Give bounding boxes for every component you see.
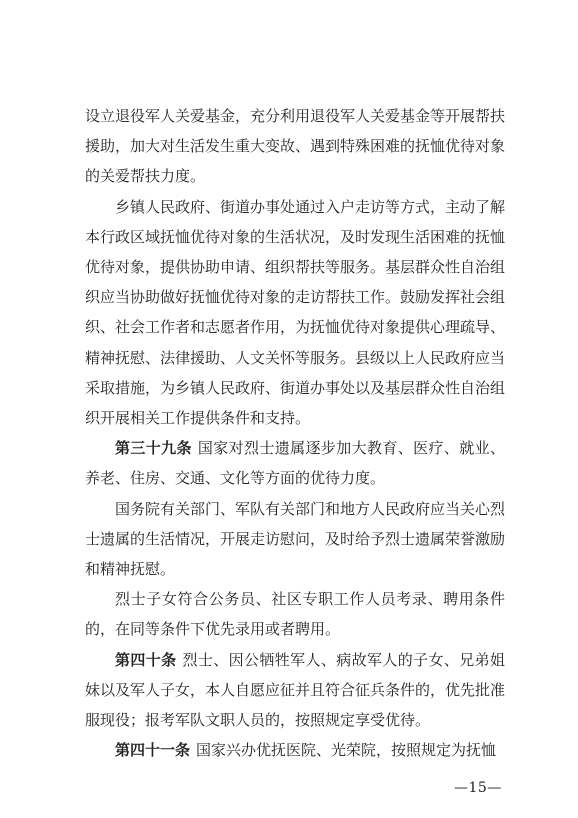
article-number: 第四十条 xyxy=(115,650,177,669)
paragraph-martyr-children-hiring xyxy=(85,584,505,644)
article-39 xyxy=(85,433,505,493)
paragraph-text: 设立退役军人关爱基金，充分利用退役军人关爱基金等开展帮扶援助，加大对生活发生重大变故、遇到特殊困难的抚恤优待对象的关爱帮扶力度。 xyxy=(85,107,506,186)
paragraph-text: 烈士、因公牺牲军人、病故军人的子女、兄弟姐妹以及军人子女，本人自愿应征并且符合征兵条件的，优先批准服现役；报考军队文职人员的，按照规定享受优待。 xyxy=(85,650,506,730)
paragraph-text: 烈士子女符合公务员、社区专职工作人员考录、聘用条件的，在同等条件下优先录用或者聘用。 xyxy=(85,590,505,639)
paragraph-text: 国家兴办优抚医院、光荣院，按照规定为抚恤 xyxy=(196,741,497,760)
paragraph-text: 乡镇人民政府、街道办事处通过入户走访等方式，主动了解本行政区域抚恤优待对象的生活状况，及时发现生活困难的抚恤优待对象，提供协助申请、组织帮扶等服务。基层群众性自治组织应当协助做好抚恤优待对象的走访帮扶工作。鼓励发挥社会组织、社会工作者和志愿者作用，为抚恤优待对象提供心理疏导、精神抚慰、法律援助、人文关怀等服务。县级以上人民政府应当采取措施，为乡镇人民政府、街道办事处以及基层群众性自治组织开展相关工作提供条件和支持。 xyxy=(85,197,506,428)
article-41 xyxy=(85,735,505,765)
paragraph-township-visits xyxy=(85,192,505,434)
paragraph-martyr-family-care xyxy=(85,494,505,585)
paragraph-text: 国家对烈士遗属逐步加大教育、医疗、就业、养老、住房、交通、文化等方面的优待力度。 xyxy=(85,439,505,488)
article-number: 第四十一条 xyxy=(115,741,191,760)
document-body xyxy=(85,101,505,765)
paragraph-continuation xyxy=(85,101,505,192)
page-number: —15— xyxy=(454,780,502,796)
article-number: 第三十九条 xyxy=(115,439,192,458)
article-40 xyxy=(85,645,505,736)
paragraph-text: 国务院有关部门、军队有关部门和地方人民政府应当关心烈士遗属的生活情况，开展走访慰问，及时给予烈士遗属荣誉激励和精神抚慰。 xyxy=(85,499,506,579)
